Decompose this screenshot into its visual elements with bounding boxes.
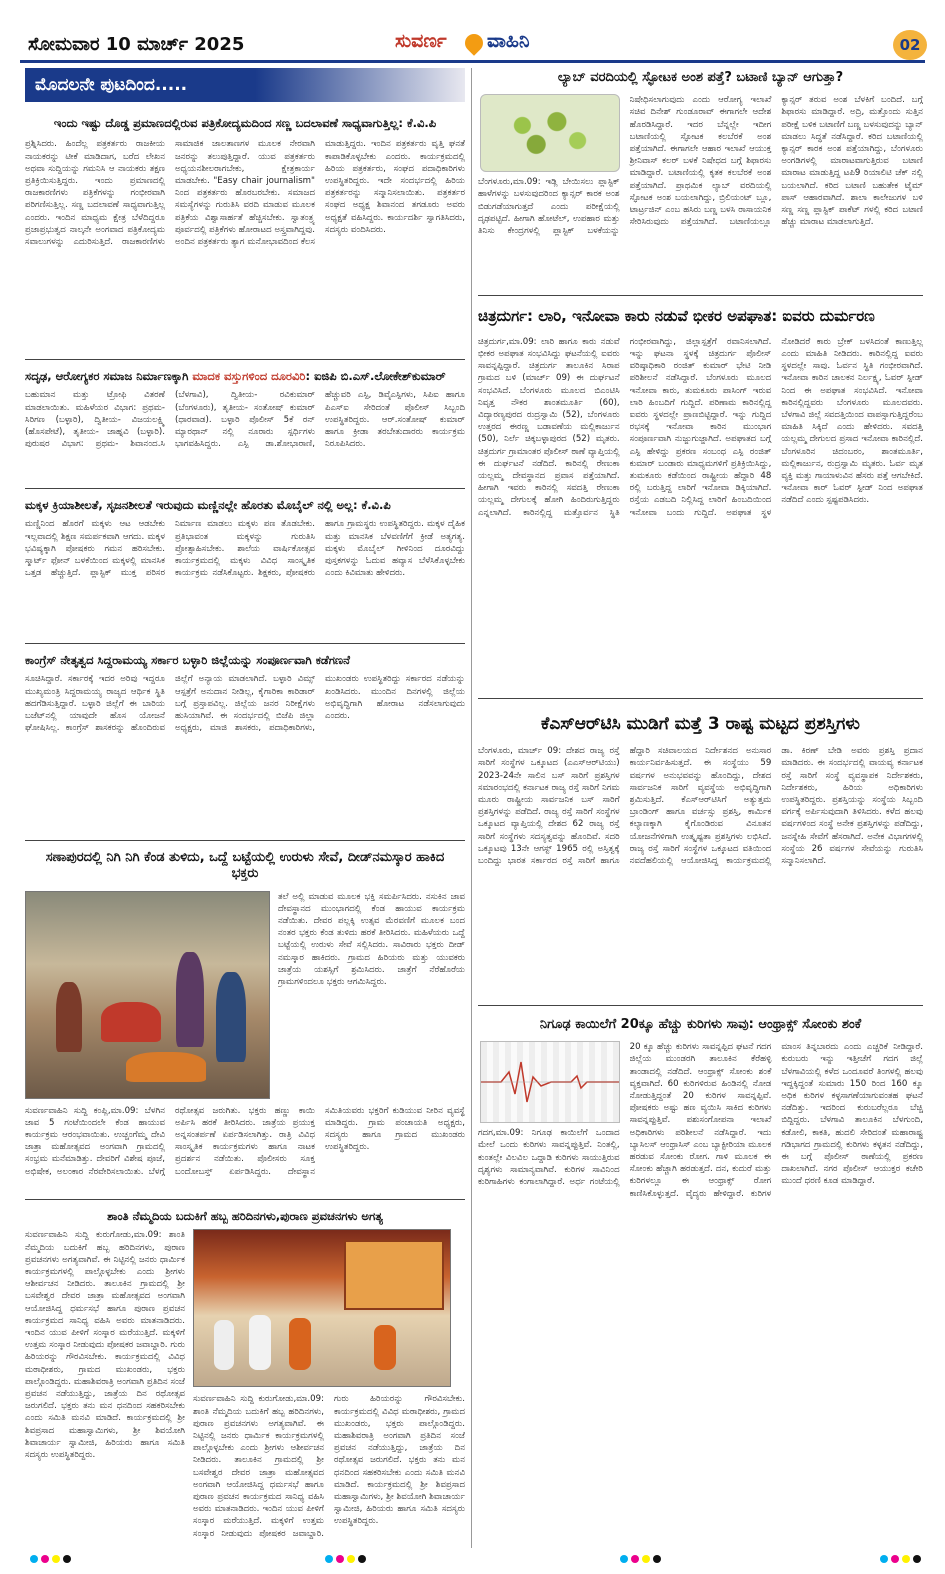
yellow-dot-icon: [902, 1555, 910, 1563]
article-body-continued: ಸುವರ್ಣವಾಹಿನಿ ಸುದ್ದಿ ಕುರುಗೋಡು,ಮಾ.09: ಶಾಂತಿ ನೆಮ್ಮದಿಯ ಬದುಕಿಗೆ ಹಬ್ಬ ಹರಿದಿನಗಳು, ಪುರಾಣ ಪ್ರವಚನಗಳು ಅಗತ್ಯವಾಗಿವೆ. ಈ ನಿಟ್ಟಿನಲ್ಲಿ ಜನರು ಧಾರ್ಮಿಕ ಕಾರ್ಯಕ್ರಮಗಳಲ್ಲಿ ಪಾಲ್ಗೊಳ್ಳಬೇಕು ಎಂದು ಶ್ರೀಗಳು ಆಶೀರ್ವಚನ ನೀಡಿದರು. ತಾಲೂಕಿನ ಗ್ರಾಮದಲ್ಲಿ ಶ್ರೀ ಬಸವೇಶ್ವರ ದೇವರ ಜಾತ್ರಾ ಮಹೋತ್ಸವದ ಅಂಗವಾಗಿ ಆಯೋಜಿಸಿದ್ದ ಧರ್ಮಸಭೆ ಹಾಗೂ ಪುರಾಣ ಪ್ರವಚನ ಕಾರ್ಯಕ್ರಮದ ಸಾನಿಧ್ಯ ವಹಿಸಿ ಅವರು ಮಾತನಾಡಿದರು. ಇಂದಿನ ಯುವ ಪೀಳಿಗೆ ಸಂಸ್ಕಾರ ಮರೆಯುತ್ತಿದೆ. ಮಕ್ಕಳಿಗೆ ಉತ್ತಮ ಸಂಸ್ಕಾರ ನೀಡುವುದು ಪೋಷಕರ ಜವಾಬ್ದಾರಿ. ಗುರು ಹಿರಿಯರನ್ನು ಗೌರವಿಸಬೇಕು. ಕಾರ್ಯಕ್ರಮದಲ್ಲಿ ವಿವಿಧ ಮಠಾಧೀಶರು, ಗ್ರಾಮದ ಮುಖಂಡರು, ಭಕ್ತರು ಪಾಲ್ಗೊಂಡಿದ್ದರು. ಮಹಾಶಿವರಾತ್ರಿ ಅಂಗವಾಗಿ ಪ್ರತಿದಿನ ಸಂಜೆ ಪ್ರವಚನ ನಡೆಯುತ್ತಿದ್ದು, ಜಾತ್ರೆಯ ದಿನ ರಥೋತ್ಸವ ಜರುಗಲಿದೆ. ಭಕ್ತರು ತನು ಮನ ಧನದಿಂದ ಸಹಕರಿಸಬೇಕು ಎಂದು ಸಮಿತಿ ಮನವಿ ಮಾಡಿದೆ. ಕಾರ್ಯಕ್ರಮದಲ್ಲಿ ಶ್ರೀ ಶಿವಪ್ರಸಾದ ಮಹಾಸ್ವಾಮಿಗಳು, ಶ್ರೀ ಶಿವಯೋಗಿ ಶಿವಾಚಾರ್ಯ ಸ್ವಾಮೀಜಿ, ಹಿರಿಯರು ಹಾಗೂ ಸಮಿತಿ ಸದಸ್ಯರು ಉಪಸ್ಥಿತರಿದ್ದರು.: [193, 1394, 465, 1539]
article-accident: [478, 301, 923, 693]
article-headline: ಶಾಂತಿ ನೆಮ್ಮದಿಯ ಬದುಕಿಗೆ ಹಬ್ಬ ಹರಿದಿನಗಳು,ಪುರಾಣ ಪ್ರವಚನಗಳು ಅಗತ್ಯ: [107, 1209, 383, 1223]
article-text: ಗದಗ,ಮಾ.09: ನಿಗೂಢ ಕಾಯಿಲೆಗೆ ಒಂದಾದ ಮೇಲೆ ಒಂದು ಕುರಿಗಳು ಸಾವನ್ನಪ್ಪುತ್ತಿವೆ. ನಿಂತಲ್ಲಿ, ಕುಂತಲ್ಲೇ ವಿಲವಿಲ ಒದ್ದಾಡಿ ಕುರಿಗಳು ಸಾಯುತ್ತಿರುವ ದೃಶ್ಯಗಳು ಸಾಮಾನ್ಯವಾಗಿವೆ. ಕುರಿಗಳ ಸಾವಿನಿಂದ ಕುರಿಗಾಹಿಗಳು ಕಂಗಾಲಾಗಿದ್ದಾರೆ. ಅರ್ಧ ಗಂಟೆಯಲ್ಲಿ 20 ಕ್ಕೂ ಹೆಚ್ಚು ಕುರಿಗಳು ಸಾವನ್ನಪ್ಪಿದ ಘಟನೆ ಗದಗ ಜಿಲ್ಲೆಯ ಮುಂಡರಗಿ ತಾಲೂಕಿನ ಕೆರೆಹಳ್ಳಿ ತಾಂಡಾದಲ್ಲಿ ನಡೆದಿದೆ. ಆಂಥ್ರಾಕ್ಸ್ ಸೋಂಕು ಶಂಕೆ ವ್ಯಕ್ತವಾಗಿದೆ. 60 ಕುರಿಗಳಿರುವ ಹಿಂಡಿನಲ್ಲಿ ನೋಡ ನೋಡುತ್ತಿದ್ದಂತೆ 20 ಕುರಿಗಳ ಸಾವನ್ನಪ್ಪಿವೆ. ಪೋಷಕರು ಅಷ್ಟು ಹಣ ವ್ಯಯಿಸಿ ಸಾಕಿದ ಕುರಿಗಳು ಸಾವನ್ನಪ್ಪುತ್ತಿವೆ. ಪಶುಸಂಗೋಪನಾ ಇಲಾಖೆ ಅಧಿಕಾರಿಗಳು ಪರಿಶೀಲನೆ ನಡೆಸಿದ್ದಾರೆ. ಇದು ಬ್ಯಾಸಿಲಸ್ ಆಂಥ್ರಾಸಿಸ್ ಎಂಬ ಬ್ಯಾಕ್ಟೀರಿಯಾ ಮೂಲಕ ಹರಡುವ ಸೋಂಕು ರೋಗ. ಗಾಳಿ ಮೂಲಕ ಈ ಸೋಂಕು ಹೆಚ್ಚಾಗಿ ಹರಡುತ್ತದೆ. ದನ, ಕುದುರೆ ಮತ್ತು ಕುರಿಗಳಲ್ಲೂ ಈ ಆಂಥ್ರಾಕ್ಸ್ ರೋಗ ಕಾಣಿಸಿಕೊಳ್ಳುತ್ತದೆ. ವೈದ್ಯರು ಹೇಳಿದ್ದಾರೆ. ಕುರಿಗಳ ಮಾಂಸ ತಿನ್ನಬಾರದು ಎಂದು ಎಚ್ಚರಿಕೆ ನೀಡಿದ್ದಾರೆ. ಕುರುಬರು ಇನ್ನು ಇತ್ತೀಚೆಗೆ ಗದಗ ಜಿಲ್ಲೆ ಬೆಳಗಾವಿಯಲ್ಲಿ ಕಳೆದ ಒಂದೂವರೆ ತಿಂಗಳಲ್ಲಿ ಹಲವು ಇದ್ದಕ್ಕಿದ್ದಂತೆ ಸುಮಾರು 150 ರಿಂದ 160 ಕ್ಕೂ ಅಧಿಕ ಕುರಿಗಳ ಕಳ್ಳಸಾಗಣೆಯಾಗುವಂತಹ ಘಟನೆ ನಡೆದಿತ್ತು. ಇದರಿಂದ ಕುರುಬರೆಲ್ಲರೂ ಬೆಚ್ಚಿ ಬಿದ್ದಿದ್ದರು. ಬೆಳಗಾವಿ ತಾಲೂಕಿನ ಬೆಳಗುಂದಿ, ಕಡೋಲಿ, ಕಾಕತಿ, ಹುದಲಿ ಸೇರಿದಂತೆ ಮಹಾರಾಷ್ಟ್ರ ಗಡಿಭಾಗದ ಗ್ರಾಮದಲ್ಲಿ ಕುರಿಗಳು ಕಳ್ಳತನ ನಡೆದಿದ್ದು, ಈ ಬಗ್ಗೆ ಪೊಲೀಸ್ ಠಾಣೆಯಲ್ಲಿ ಪ್ರಕರಣ ದಾಖಲಾಗಿದೆ. ನಗರ ಪೊಲೀಸ್ ಆಯುಕ್ತರ ಕಚೇರಿ ಮುಂದೆ ಧರಣಿ ಕೂಡ ಮಾಡಿದ್ದಾರೆ.: [478, 1042, 923, 1199]
divider: [25, 1199, 465, 1200]
divider: [25, 488, 465, 489]
article-religion: [25, 1205, 465, 1565]
article-body: ಚಿತ್ರದುರ್ಗ,ಮಾ.09: ಲಾರಿ ಹಾಗೂ ಕಾರು ನಡುವೆ ಭೀಕರ ಅಪಘಾತ ಸಂಭವಿಸಿದ್ದು ಘಟನೆಯಲ್ಲಿ ಐವರು ಸಾವನ್ನಪ್ಪಿದ್ದಾರೆ. ಚಿತ್ರದುರ್ಗ ತಾಲೂಕಿನ ಸಿರಾಪ ಗ್ರಾಮದ ಬಳಿ (ಮಾರ್ಚ್ 09) ಈ ದುರ್ಘಟನೆ ಸಂಭವಿಸಿದೆ. ಬೆಂಗಳೂರು ಮೂಲದ ಬಿಎಂಟಿಸಿ ನಿವೃತ್ತ ನೌಕರ ಶಾಂತಮೂರ್ತಿ (60), ವಿದ್ಯಾರಣ್ಯಪುರದ ರುದ್ರಸ್ವಾಮಿ (52), ಬೆಂಗಳೂರು ಉತ್ತರದ ಈರಣ್ಣ ಬಡಾವಣೆಯ ಮಲ್ಲಿಕಾರ್ಜುನ (50), ನಿರ್ಲೆ ಚಿಕ್ಕಬಳ್ಳಾಪುರದ (52) ಮೃತರು. ಚಿತ್ರದುರ್ಗ ಗ್ರಾಮಾಂತರ ಪೊಲೀಸ್ ಠಾಣೆ ವ್ಯಾಪ್ತಿಯಲ್ಲಿ ಈ ದುರ್ಘಟನೆ ನಡೆದಿದೆ. ಕಾರಿನಲ್ಲಿ ರೇಣುಕಾ ಯಲ್ಲಮ್ಮ ದೇವಸ್ಥಾನದ ಪ್ರವಾಸ ಪತ್ತೆಯಾಗಿದೆ. ಹೀಗಾಗಿ ಇವರು ಕಾರಿನಲ್ಲಿ ಸವದತ್ತಿ ರೇಣುಕಾ ಯಲ್ಲಮ್ಮ ದೇಗುಲಕ್ಕೆ ಹೋಗಿ ಹಿಂದಿರುಗುತ್ತಿದ್ದರು ಎನ್ನಲಾಗಿದೆ. ಕಾರಿನಲ್ಲಿದ್ದ ಮತ್ತೊರ್ವನ ಸ್ಥಿತಿ ಗಂಭೀರವಾಗಿದ್ದು, ಜಿಲ್ಲಾಸ್ಪತ್ರೆಗೆ ರವಾನಿಸಲಾಗಿದೆ. ಇನ್ನು ಘಟನಾ ಸ್ಥಳಕ್ಕೆ ಚಿತ್ರದುರ್ಗ ಪೊಲೀಸ್ ವರಿಷ್ಠಾಧಿಕಾರಿ ರಂಜಿತ್ ಕುಮಾರ್ ಭೇಟಿ ನೀಡಿ ಪರಿಶೀಲನೆ ನಡೆಸಿದ್ದಾರೆ. ಬೆಂಗಳೂರು ಮೂಲದ ಇನೋವಾ ಕಾರು, ತುಮಕೂರು ಪಾಸಿಂಗ್ ಇರುವ ಲಾರಿ ಹಿಂಬದಿಗೆ ಗುದ್ದಿದೆ. ಪರಿಣಾಮ ಕಾರಿನಲ್ಲಿದ್ದ ಐವರು ಸ್ಥಳದಲ್ಲೇ ಪ್ರಾಣಬಿಟ್ಟಿದ್ದಾರೆ. ಇನ್ನು ಗುದ್ದಿದ ರಭಸಕ್ಕೆ ಇನೋವಾ ಕಾರಿನ ಮುಂಭಾಗ ಸಂಪೂರ್ಣವಾಗಿ ನುಜ್ಜುಗುಜ್ಜಾಗಿದೆ. ಅಪಘಾತದ ಬಗ್ಗೆ ಎಸ್ಪಿ ಹೇಳಿದ್ದು ಪ್ರಕರಣ ಸಂಬಂಧ ಎಸ್ಪಿ ರಂಜಿತ್ ಕುಮಾರ್ ಬಂಡಾರು ಮಾಧ್ಯಮಗಳಿಗೆ ಪ್ರತಿಕ್ರಿಯಿಸಿದ್ದು, ತುಮಕೂರು ಕಡೆಯಿಂದ ರಾಷ್ಟ್ರೀಯ ಹೆದ್ದಾರಿ 48 ರಲ್ಲಿ ಬರುತ್ತಿದ್ದ ಲಾರಿಗೆ ಇನೋವಾ ಡಿಕ್ಕಿಯಾಗಿದೆ. ರಸ್ತೆಯ ಎಡಬದಿ ನಿಲ್ಲಿಸಿದ್ದ ಲಾರಿಗೆ ಹಿಂಬದಿಯಿಂದ ಇನೋವಾ ಬಂದು ಗುದ್ದಿದೆ. ಅಪಘಾತ ಸ್ಥಳ ನೋಡಿದರೆ ಕಾರು ಬ್ರೇಕ್ ಬಳಸಿದಂತೆ ಕಾಣುತ್ತಿಲ್ಲ ಎಂದು ಮಾಹಿತಿ ನೀಡಿದರು. ಕಾರಿನಲ್ಲಿದ್ದ ಐವರು ಸ್ಥಳದಲ್ಲೇ ಸಾವು. ಓರ್ವನ ಸ್ಥಿತಿ ಗಂಭೀರವಾಗಿದೆ. ಇನೋವಾ ಕಾರಿನ ಚಾಲಕನ ನಿರ್ಲಕ್ಷ್ಯ, ಓವರ್ ಸ್ಪೀಡ್ ನಿಂದ ಈ ಅಪಘಾತ ಸಂಭವಿಸಿದೆ. ಇನೋವಾ ಕಾರಿನಲ್ಲಿದ್ದವರು ಬೆಂಗಳೂರು ಮೂಲದವರು. ಬೆಳಗಾವಿ ಜಿಲ್ಲೆ ಸವದತ್ತಿಯಿಂದ ವಾಪಸ್ಸಾಗುತ್ತಿದ್ದರೆಂಬ ಮಾಹಿತಿ ಸಿಕ್ಕಿದೆ ಎಂದು ಹೇಳಿದರು. ಸವದತ್ತಿ ಯಲ್ಲಮ್ಮ ದೇಗುಲದ ಪ್ರಸಾದ ಇನೋವಾ ಕಾರಿನಲ್ಲಿದೆ. ಬೆಂಗಳೂರಿನ ಚಿದಂಬರಂ, ಶಾಂತಮೂರ್ತಿ, ಮಲ್ಲಿಕಾರ್ಜುನ, ರುದ್ರಸ್ವಾಮಿ ಮೃತರು. ಓರ್ವ ಮೃತ ವ್ಯಕ್ತಿ ಮತ್ತು ಗಾಯಾಳುವಿನ ಹೆಸರು ಪತ್ತೆ ಆಗಬೇಕಿದೆ. ಇನೋವಾ ಕಾರ್ ಓವರ್ ಸ್ಪೀಡ್ ನಿಂದ ಅಪಘಾತ ನಡೆದಿದೆ ಎಂದು ಸ್ಪಷ್ಟಪಡಿಸಿದರು.: [478, 336, 923, 518]
yellow-dot-icon: [347, 1555, 355, 1563]
religious-event-photo: [193, 1229, 451, 1387]
logo-flame-icon: [461, 30, 486, 55]
article-body: ಸೂಚಿಸಿದ್ದಾರೆ. ಸರ್ಕಾರಕ್ಕೆ ಇದರ ಅರಿವು ಇದ್ದರೂ ಮುಖ್ಯಮಂತ್ರಿ ಸಿದ್ದರಾಮಯ್ಯ ರಾಜ್ಯದ ಆರ್ಥಿಕ ಸ್ಥಿತಿ ಹದಗೆಡಿಸುತ್ತಿದ್ದಾರೆ. ಬಳ್ಳಾರಿ ಜಿಲ್ಲೆಗೆ ಈ ಬಾರಿಯ ಬಜೆಟ್‌ನಲ್ಲಿ ಯಾವುದೇ ಹೊಸ ಯೋಜನೆ ಘೋಷಿಸಿಲ್ಲ. ಕಾಂಗ್ರೆಸ್ ಶಾಸಕರನ್ನು ಹೊಂದಿರುವ ಜಿಲ್ಲೆಗೆ ಅನ್ಯಾಯ ಮಾಡಲಾಗಿದೆ. ಬಳ್ಳಾರಿ ವಿಮ್ಸ್ ಆಸ್ಪತ್ರೆಗೆ ಅನುದಾನ ನೀಡಿಲ್ಲ, ಕೈಗಾರಿಕಾ ಕಾರಿಡಾರ್ ಬಗ್ಗೆ ಪ್ರಸ್ತಾಪವಿಲ್ಲ. ಜಿಲ್ಲೆಯ ಜನರ ನಿರೀಕ್ಷೆಗಳು ಹುಸಿಯಾಗಿವೆ. ಈ ಸಂದರ್ಭದಲ್ಲಿ ಬಿಜೆಪಿ ಜಿಲ್ಲಾ ಅಧ್ಯಕ್ಷರು, ಮಾಜಿ ಶಾಸಕರು, ಪದಾಧಿಕಾರಿಗಳು, ಮುಖಂಡರು ಉಪಸ್ಥಿತರಿದ್ದು ಸರ್ಕಾರದ ನಡೆಯನ್ನು ಖಂಡಿಸಿದರು. ಮುಂದಿನ ದಿನಗಳಲ್ಲಿ ಜಿಲ್ಲೆಯ ಅಭಿವೃದ್ಧಿಗಾಗಿ ಹೋರಾಟ ನಡೆಸಲಾಗುವುದು ಎಂದರು.: [25, 674, 465, 734]
article-headline: ಇಂದು ಇಷ್ಟು ದೊಡ್ಡ ಪ್ರಮಾಣದಲ್ಲಿರುವ ಪತ್ರಿಕೋದ್ಯಮದಿಂದ ಸಣ್ಣ ಬದಲಾವಣೆ ಸಾಧ್ಯವಾಗುತ್ತಿಲ್ಲ: ಕೆ.ವಿ.ಪಿ: [53, 116, 437, 130]
section-banner: [25, 68, 465, 102]
divider: [478, 295, 923, 296]
divider: [478, 698, 923, 699]
newspaper-logo: [395, 30, 555, 56]
left-column: [25, 68, 465, 1565]
article-journalism: [25, 116, 465, 354]
article-sheep-deaths: [478, 1011, 923, 1481]
logo-text-part1: ಸುವರ್ಣ: [395, 30, 447, 52]
cyan-dot-icon: [620, 1555, 628, 1563]
article-headline: ಸಣಾಪುರದಲ್ಲಿ ನಿಗಿ ನಿಗಿ ಕೆಂಡ ತುಳಿದು, ಒದ್ದೆ ಬಟ್ಟೆಯಲ್ಲಿ ಉರುಳು ಸೇವೆ, ದೀಡ್‌ನಮಸ್ಕಾರ ಹಾಕಿದ ಭಕ್ತರು: [45, 850, 445, 882]
logo-text-part2: ವಾಹಿನಿ: [487, 30, 530, 52]
article-body: [478, 1041, 923, 1471]
yellow-dot-icon: [52, 1555, 60, 1563]
divider: [478, 1005, 923, 1006]
headline-part: ಸದೃಢ, ಆರೋಗ್ಯಕರ ಸಮಾಜ ನಿರ್ಮಾಣಕ್ಕಾಗಿ: [25, 369, 189, 383]
section-title: ಮೊದಲನೇ ಪುಟದಿಂದ.....: [35, 75, 188, 95]
article-drugs: [25, 365, 465, 483]
graph-line-icon: [481, 1042, 619, 1122]
article-body: ಸುವರ್ಣವಾಹಿನಿ ಸುದ್ದಿ ಕುರುಗೋಡು,ಮಾ.09: ಶಾಂತಿ ನೆಮ್ಮದಿಯ ಬದುಕಿಗೆ ಹಬ್ಬ ಹರಿದಿನಗಳು, ಪುರಾಣ ಪ್ರವಚನಗಳು ಅಗತ್ಯವಾಗಿವೆ. ಈ ನಿಟ್ಟಿನಲ್ಲಿ ಜನರು ಧಾರ್ಮಿಕ ಕಾರ್ಯಕ್ರಮಗಳಲ್ಲಿ ಪಾಲ್ಗೊಳ್ಳಬೇಕು ಎಂದು ಶ್ರೀಗಳು ಆಶೀರ್ವಚನ ನೀಡಿದರು. ತಾಲೂಕಿನ ಗ್ರಾಮದಲ್ಲಿ ಶ್ರೀ ಬಸವೇಶ್ವರ ದೇವರ ಜಾತ್ರಾ ಮಹೋತ್ಸವದ ಅಂಗವಾಗಿ ಆಯೋಜಿಸಿದ್ದ ಧರ್ಮಸಭೆ ಹಾಗೂ ಪುರಾಣ ಪ್ರವಚನ ಕಾರ್ಯಕ್ರಮದ ಸಾನಿಧ್ಯ ವಹಿಸಿ ಅವರು ಮಾತನಾಡಿದರು. ಇಂದಿನ ಯುವ ಪೀಳಿಗೆ ಸಂಸ್ಕಾರ ಮರೆಯುತ್ತಿದೆ. ಮಕ್ಕಳಿಗೆ ಉತ್ತಮ ಸಂಸ್ಕಾರ ನೀಡುವುದು ಪೋಷಕರ ಜವಾಬ್ದಾರಿ. ಗುರು ಹಿರಿಯರನ್ನು ಗೌರವಿಸಬೇಕು. ಕಾರ್ಯಕ್ರಮದಲ್ಲಿ ವಿವಿಧ ಮಠಾಧೀಶರು, ಗ್ರಾಮದ ಮುಖಂಡರು, ಭಕ್ತರು ಪಾಲ್ಗೊಂಡಿದ್ದರು. ಮಹಾಶಿವರಾತ್ರಿ ಅಂಗವಾಗಿ ಪ್ರತಿದಿನ ಸಂಜೆ ಪ್ರವಚನ ನಡೆಯುತ್ತಿದ್ದು, ಜಾತ್ರೆಯ ದಿನ ರಥೋತ್ಸವ ಜರುಗಲಿದೆ. ಭಕ್ತರು ತನು ಮನ ಧನದಿಂದ ಸಹಕರಿಸಬೇಕು ಎಂದು ಸಮಿತಿ ಮನವಿ ಮಾಡಿದೆ. ಕಾರ್ಯಕ್ರಮದಲ್ಲಿ ಶ್ರೀ ಶಿವಪ್ರಸಾದ ಮಹಾಸ್ವಾಮಿಗಳು, ಶ್ರೀ ಶಿವಯೋಗಿ ಶಿವಾಚಾರ್ಯ ಸ್ವಾಮೀಜಿ, ಹಿರಿಯರು ಹಾಗೂ ಸಮಿತಿ ಸದಸ್ಯರು ಉಪಸ್ಥಿತರಿದ್ದರು.: [25, 1230, 185, 1461]
article-headline: ಕೆಎಸ್‌ಆರ್‌ಟಿಸಿ ಮುಡಿಗೆ ಮತ್ತೆ 3 ರಾಷ್ಟ ಮಟ್ಟದ ಪ್ರಶಸ್ತಿಗಳು: [541, 714, 860, 734]
headline-part: : ಐಜಿಪಿ ಬಿ.ಎಸ್.ಲೋಕೇಶ್‌ಕುಮಾರ್: [305, 369, 446, 383]
magenta-dot-icon: [336, 1555, 344, 1563]
article-body: ಮಣ್ಣಿನಿಂದ ಹೊರಗೆ ಮಕ್ಕಳು ಆಟ ಆಡಬೇಕು ಇಲ್ಲವಾದಲ್ಲಿ ಶಿಕ್ಷಣ ಸಮರ್ಪಕವಾಗಿ ಆಗದು. ಮಕ್ಕಳ ಭವಿಷ್ಯಕ್ಕಾಗಿ ಪೋಷಕರು ಗಮನ ಹರಿಸಬೇಕು. ಸ್ಮಾರ್ಟ್ ಫೋನ್ ಬಳಕೆಯಿಂದ ಮಕ್ಕಳಲ್ಲಿ ಮಾನಸಿಕ ಒತ್ತಡ ಹೆಚ್ಚುತ್ತಿದೆ. ಪ್ಲಾಸ್ಟಿಕ್ ಮುಕ್ತ ಪರಿಸರ ನಿರ್ಮಾಣ ಮಾಡಲು ಮಕ್ಕಳು ಪಣ ತೊಡಬೇಕು. ಪ್ರತಿಭಾವಂತ ಮಕ್ಕಳನ್ನು ಗುರುತಿಸಿ ಪ್ರೋತ್ಸಾಹಿಸಬೇಕು. ಶಾಲೆಯ ವಾರ್ಷಿಕೋತ್ಸವ ಕಾರ್ಯಕ್ರಮದಲ್ಲಿ ಮಕ್ಕಳು ವಿವಿಧ ಸಾಂಸ್ಕೃತಿಕ ಕಾರ್ಯಕ್ರಮ ನಡೆಸಿಕೊಟ್ಟರು. ಶಿಕ್ಷಕರು, ಪೋಷಕರು ಹಾಗೂ ಗ್ರಾಮಸ್ಥರು ಉಪಸ್ಥಿತರಿದ್ದರು. ಮಕ್ಕಳ ದೈಹಿಕ ಮತ್ತು ಮಾನಸಿಕ ಬೆಳವಣಿಗೆಗೆ ಕ್ರೀಡೆ ಅತ್ಯಗತ್ಯ. ಮಕ್ಕಳು ಮೊಬೈಲ್ ಗೀಳಿನಿಂದ ದೂರವಿದ್ದು ಪುಸ್ತಕಗಳನ್ನು ಓದುವ ಹವ್ಯಾಸ ಬೆಳೆಸಿಕೊಳ್ಳಬೇಕು ಎಂದು ಕಿವಿಮಾತು ಹೇಳಿದರು.: [25, 519, 465, 579]
black-dot-icon: [63, 1555, 71, 1563]
article-headline: ನಿಗೂಢ ಕಾಯಿಲೆಗೆ 20ಕ್ಕೂ ಹೆಚ್ಚು ಕುರಿಗಳು ಸಾವು: ಆಂಥ್ರಾಕ್ಸ್ ಸೋಂಕು ಶಂಕೆ: [539, 1017, 862, 1032]
magenta-dot-icon: [631, 1555, 639, 1563]
green-peas-photo: [480, 94, 620, 172]
article-body: ಬೆಂಗಳೂರು, ಮಾರ್ಚ್ 09: ದೇಶದ ರಾಜ್ಯ ರಸ್ತೆ ಸಾರಿಗೆ ಸಂಸ್ಥೆಗಳ ಒಕ್ಕೂಟದ (ಎಎಸ್ಆರ್‌ಟಿಯು) 2023-24ನೇ ಸಾಲಿನ ಬಸ್ ಸಾರಿಗೆ ಪ್ರಶಸ್ತಿಗಳ ಸಮಾರಂಭದಲ್ಲಿ ಕರ್ನಾಟಕ ರಾಜ್ಯ ರಸ್ತೆ ಸಾರಿಗೆ ನಿಗಮ ಮೂರು ರಾಷ್ಟ್ರೀಯ ಸಾರ್ವಜನಿಕ ಬಸ್ ಸಾರಿಗೆ ಪ್ರಶಸ್ತಿಗಳನ್ನು ಪಡೆದಿದೆ. ರಾಜ್ಯ ರಸ್ತೆ ಸಾರಿಗೆ ಸಂಸ್ಥೆಗಳ ಒಕ್ಕೂಟದ ವ್ಯಾಪ್ತಿಯಲ್ಲಿ ದೇಶದ 62 ರಾಜ್ಯ ರಸ್ತೆ ಸಾರಿಗೆ ಸಂಸ್ಥೆಗಳು ಸದಸ್ಯತ್ವವನ್ನು ಹೊಂದಿವೆ. ಸದರಿ ಒಕ್ಕೂಟವು 13ನೇ ಆಗಸ್ಟ್ 1965 ರಲ್ಲಿ ಅಸ್ತಿತ್ವಕ್ಕೆ ಬಂದಿದ್ದು ಭಾರತ ಸರ್ಕಾರದ ರಸ್ತೆ ಸಾರಿಗೆ ಹಾಗೂ ಹೆದ್ದಾರಿ ಸಚಿವಾಲಯದ ನಿರ್ದೇಶನದ ಅನುಸಾರ ಕಾರ್ಯನಿರ್ವಹಿಸುತ್ತದೆ. ಈ ಸಂಸ್ಥೆಯು 59 ವರ್ಷಗಳ ಅನುಭವವನ್ನು ಹೊಂದಿದ್ದು, ದೇಶದ ಸಾರ್ವಜನಿಕ ಸಾರಿಗೆ ವ್ಯವಸ್ಥೆಯ ಅಭಿವೃದ್ಧಿಗಾಗಿ ಶ್ರಮಿಸುತ್ತಿದೆ. ಕೆಎಸ್‌ಆರ್‌ಟಿಸಿಗೆ ಅತ್ಯುತ್ತಮ ಬ್ರಾಂಡಿಂಗ್ ಹಾಗೂ ವರ್ಚಸ್ಸು ಪ್ರಶಸ್ತಿ, ಕಾರ್ಮಿಕ ಕಲ್ಯಾಣಕ್ಕಾಗಿ ಕೈಗೊಂಡಿರುವ ವಿನೂತನ ಯೋಜನೆಗಳಿಗಾಗಿ ಉತ್ಕೃಷ್ಟತಾ ಪ್ರಶಸ್ತಿಗಳು ಲಭಿಸಿದೆ. ರಾಜ್ಯ ರಸ್ತೆ ಸಾರಿಗೆ ಸಂಸ್ಥೆಗಳ ಒಕ್ಕೂಟದ ವತಿಯಿಂದ ನವದೆಹಲಿಯಲ್ಲಿ ಆಯೋಜಿಸಿದ್ದ ಕಾರ್ಯಕ್ರಮದಲ್ಲಿ ಡಾ. ಕಿರಣ್ ಬೇಡಿ ಅವರು ಪ್ರಶಸ್ತಿ ಪ್ರದಾನ ಮಾಡಿದರು. ಈ ಸಂದರ್ಭದಲ್ಲಿ ವಾಯವ್ಯ ಕರ್ನಾಟಕ ರಸ್ತೆ ಸಾರಿಗೆ ಸಂಸ್ಥೆ ವ್ಯವಸ್ಥಾಪಕ ನಿರ್ದೇಶಕರು, ನಿರ್ದೇಶಕರು, ಹಿರಿಯ ಅಧಿಕಾರಿಗಳು ಉಪಸ್ಥಿತರಿದ್ದರು. ಪ್ರಶಸ್ತಿಯನ್ನು ಸಂಸ್ಥೆಯ ಸಿಬ್ಬಂದಿ ವರ್ಗಕ್ಕೆ ಅರ್ಪಿಸುವುದಾಗಿ ತಿಳಿಸಿದರು. ಕಳೆದ ಹಲವು ವರ್ಷಗಳಿಂದ ಸಂಸ್ಥೆ ಅನೇಕ ಪ್ರಶಸ್ತಿಗಳನ್ನು ಪಡೆದಿದ್ದು, ಜನಸ್ನೇಹಿ ಸೇವೆಗೆ ಹೆಸರಾಗಿದೆ. ಅನೇಕ ವಿಭಾಗಗಳಲ್ಲಿ ಸಂಸ್ಥೆಯ 26 ವರ್ಷಗಳ ಸೇವೆಯನ್ನು ಗುರುತಿಸಿ ಸನ್ಮಾನಿಸಲಾಗಿದೆ.: [478, 746, 923, 867]
article-text: ಬೆಂಗಳೂರು,ಮಾ.09: ಇಡ್ಲಿ ಬೇಯಿಸಲು ಪ್ಲಾಸ್ಟಿಕ್ ಹಾಳೆಗಳನ್ನು ಬಳಸುವುದರಿಂದ ಕ್ಯಾನ್ಸರ್ ಕಾರಕ ಅಂಶ ಬಿಡುಗಡೆಯಾಗುತ್ತದೆ ಎಂದು ಪರೀಕ್ಷೆಯಲ್ಲಿ ದೃಢಪಟ್ಟಿದೆ. ಹೀಗಾಗಿ ಹೋಟೆಲ್, ಉಪಹಾರ ಮತ್ತು ತಿನಿಸು ಕೇಂದ್ರಗಳಲ್ಲಿ ಪ್ಲಾಸ್ಟಿಕ್ ಬಳಕೆಯನ್ನು ನಿಷೇಧಿಸಲಾಗುವುದು ಎಂದು ಆರೋಗ್ಯ ಇಲಾಖೆ ಸಚಿವ ದಿನೇಶ್ ಗುಂಡೂರಾವ್ ಈಗಾಗಲೇ ಆದೇಶ ಹೊರಡಿಸಿದ್ದಾರೆ. ಇದರ ಬೆನ್ನಲ್ಲೇ ಇದೀಗ ಬಟಾಣಿಯಲ್ಲಿ ಸ್ಫೋಟಕ ಕಲಬೆರಕೆ ಅಂಶ ಪತ್ತೆಯಾಗಿದೆ. ಈಗಾಗಲೇ ಆಹಾರ ಇಲಾಖೆ ಆಯುಕ್ತ ಶ್ರೀನಿವಾಸ್ ಕಲರ್ ಬಳಕೆ ನಿಷೇಧದ ಬಗ್ಗೆ ಶಿಫಾರಸು ಮಾಡಿದ್ದಾರೆ. ಬಟಾಣಿಯಲ್ಲಿ ಕೃತಕ ಕಲಬೆರಕೆ ಅಂಶ ಪತ್ತೆಯಾಗಿದೆ. ಪ್ರಾಥಮಿಕ ಲ್ಯಾಬ್ ವರದಿಯಲ್ಲಿ ಸ್ಫೋಟಕ ಅಂಶ ಬಯಲಾಗಿದ್ದು, ಬ್ರಿಲಿಯಂಟ್ ಬ್ಲೂ, ಟಾರ್ಟ್ರಜಿನ್ ಎಂಬ ಹಸಿರು ಬಣ್ಣ ಬಳಸಿ ರಾಸಾಯನಿಕ ಸೇರಿಸಿರುವುದು ಪತ್ತೆಯಾಗಿದೆ. ಬಟಾಣಿಯಲ್ಲೂ ಕ್ಯಾನ್ಸರ್ ತರುವ ಅಂಶ ಬೆಳಕಿಗೆ ಬಂದಿದೆ. ಬಗ್ಗೆ ಶಿಫಾರಸು ಮಾಡಿದ್ದಾರೆ. ಅದ್ರಿ, ಮತ್ತೊಂದು ಸುತ್ತಿನ ಪರೀಕ್ಷೆ ಬಳಿಕ ಬಟಾಣಿಗೆ ಬಣ್ಣ ಬಳಸುವುದನ್ನು ಬ್ಯಾನ್ ಮಾಡಲು ಸಿದ್ಧತೆ ನಡೆಸಿದ್ದಾರೆ. ಕರಿದ ಬಟಾಣಿಯಲ್ಲಿ ಕ್ಯಾನ್ಸರ್ ಕಾರಕ ಅಂಶ ಪತ್ತೆಯಾಗಿದ್ದು, ಬೆಂಗಳೂರು ಅಂಗಡಿಗಳಲ್ಲಿ ಮಾರಾಟವಾಗುತ್ತಿರುವ ಬಟಾಣಿ ಮಾರಾಟ ಮಾಡುತ್ತಿದ್ದ ಟಪಿ9 ರಿಯಾಲಿಟಿ ಚೆಕ್ ನಲ್ಲಿ ಬಯಲಾಗಿದೆ. ಕರಿದ ಬಟಾಣಿ ಬಹುತೇಕ ಟೈಮ್ ಪಾಸ್ ಆಹಾರವಾಗಿದೆ. ಶಾಲಾ ಕಾಲೇಜುಗಳ ಬಳಿ ಸಣ್ಣ ಸಣ್ಣ ಪ್ಲಾಸ್ಟಿಕ್ ಪಾಕೆಟ್ ಗಳಲ್ಲಿ ಕರಿದ ಬಟಾಣಿ ಹೆಚ್ಚು ಮಾರಾಟ ಮಾಡಲಾಗುತ್ತಿದೆ.: [478, 95, 923, 237]
issue-date: ಸೋಮವಾರ 10 ಮಾರ್ಚ್ 2025: [28, 34, 245, 55]
article-congress: [25, 649, 465, 835]
article-headline: [25, 369, 465, 383]
test-graph-photo: [480, 1041, 620, 1123]
magenta-dot-icon: [41, 1555, 49, 1563]
article-peas-ban: [478, 68, 923, 290]
article-children: [25, 494, 465, 638]
cyan-dot-icon: [325, 1555, 333, 1563]
article-festival: [25, 846, 465, 1194]
black-dot-icon: [653, 1555, 661, 1563]
divider: [25, 643, 465, 644]
masthead-divider: [20, 60, 925, 63]
article-headline: ಲ್ಯಾಬ್ ವರದಿಯಲ್ಲಿ ಸ್ಫೋಟಕ ಅಂಶ ಪತ್ತೆ? ಬಟಾಣಿ ಬ್ಯಾನ್ ಆಗುತ್ತಾ?: [557, 70, 844, 85]
headline-highlight: ಮಾದಕ ವಸ್ತುಗಳಿಂದ ದೂರವಿರಿ: [192, 369, 306, 383]
black-dot-icon: [913, 1555, 921, 1563]
cyan-dot-icon: [880, 1555, 888, 1563]
article-body: [478, 94, 923, 282]
magenta-dot-icon: [891, 1555, 899, 1563]
article-body: ಪ್ರಶ್ನಿಸಿದರು. ಹಿಂದೆಲ್ಲ ಪತ್ರಕರ್ತರು ರಾಜಕೀಯ ನಾಯಕರನ್ನು ಟೀಕೆ ಮಾಡಿದಾಗ, ಬರೆದ ಲೇಖನ ಅಥವಾ ಸುದ್ದಿಯನ್ನು ಗಮನಿಸಿ ಆ ನಾಯಕರು ತಕ್ಷಣ ಪ್ರತಿಕ್ರಿಯಿಸುತ್ತಿದ್ದರು. ಇಂದು ಪ್ರಮಾಣದಲ್ಲಿ ರಾಜಕಾರಣಿಗಳು ಪತ್ರಿಕೆಗಳನ್ನು ಗಂಭೀರವಾಗಿ ಪರಿಗಣಿಸುತ್ತಿಲ್ಲ. ಸಣ್ಣ ಬದಲಾವಣೆ ಸಾಧ್ಯವಾಗುತ್ತಿಲ್ಲ ಎಂದರು. ಇಂದಿನ ಮಾಧ್ಯಮ ಕ್ಷೇತ್ರ ಬೆಳೆದಿದ್ದರೂ ಪ್ರಜಾಪ್ರಭುತ್ವದ ನಾಲ್ಕನೇ ಅಂಗವಾದ ಪತ್ರಿಕೋದ್ಯಮ ಸವಾಲುಗಳನ್ನು ಎದುರಿಸುತ್ತಿದೆ. ರಾಜಕಾರಣಿಗಳು ಸಾಮಾಜಿಕ ಜಾಲತಾಣಗಳ ಮೂಲಕ ನೇರವಾಗಿ ಜನರನ್ನು ತಲುಪುತ್ತಿದ್ದಾರೆ. ಯುವ ಪತ್ರಕರ್ತರು ಅಧ್ಯಯನಶೀಲರಾಗಬೇಕು, ಕ್ಷೇತ್ರಕಾರ್ಯ ಮಾಡಬೇಕು. "Easy chair journalism" ನಿಂದ ಪತ್ರಕರ್ತರು ಹೊರಬರಬೇಕು. ಸಮಾಜದ ಸಮಸ್ಯೆಗಳನ್ನು ಗುರುತಿಸಿ ವರದಿ ಮಾಡುವ ಮೂಲಕ ಪತ್ರಿಕೆಯ ವಿಶ್ವಾಸಾರ್ಹತೆ ಹೆಚ್ಚಿಸಬೇಕು. ಸ್ವಾತಂತ್ರ್ಯ ಪೂರ್ವದಲ್ಲಿ ಪತ್ರಿಕೆಗಳು ಹೋರಾಟದ ಅಸ್ತ್ರವಾಗಿದ್ದವು. ಅಂದಿನ ಪತ್ರಕರ್ತರು ತ್ಯಾಗ ಮನೋಭಾವದಿಂದ ಕೆಲಸ ಮಾಡುತ್ತಿದ್ದರು. ಇಂದಿನ ಪತ್ರಕರ್ತರು ವೃತ್ತಿ ಘನತೆ ಕಾಪಾಡಿಕೊಳ್ಳಬೇಕು ಎಂದರು. ಕಾರ್ಯಕ್ರಮದಲ್ಲಿ ಹಿರಿಯ ಪತ್ರಕರ್ತರು, ಸಂಘದ ಪದಾಧಿಕಾರಿಗಳು ಉಪಸ್ಥಿತರಿದ್ದರು. ಇದೇ ಸಂದರ್ಭದಲ್ಲಿ ಹಿರಿಯ ಪತ್ರಕರ್ತರನ್ನು ಸನ್ಮಾನಿಸಲಾಯಿತು. ಪತ್ರಕರ್ತರ ಸಂಘದ ಅಧ್ಯಕ್ಷ ಶಿವಾನಂದ ತಗಡೂರು ಅವರು ಅಧ್ಯಕ್ಷತೆ ವಹಿಸಿದ್ದರು. ಕಾರ್ಯದರ್ಶಿ ಸ್ವಾಗತಿಸಿದರು, ಸದಸ್ಯರು ವಂದಿಸಿದರು.: [25, 139, 465, 247]
festival-photo: [25, 891, 270, 1099]
print-registration-marks: [20, 1550, 925, 1568]
article-side-text: ತಲೆ ಅಲ್ಲಿ ಮಾಡುವ ಮೂಲಕ ಭಕ್ತಿ ಸಮರ್ಪಿಸಿದರು. ನಸುಕಿನ ಜಾವ ದೇವಸ್ಥಾನದ ಮುಂಭಾಗದಲ್ಲಿ ಕೆಂಡ ಹಾಯುವ ಕಾರ್ಯಕ್ರಮ ನಡೆಯಿತು. ದೇವರ ಪಲ್ಲಕ್ಕಿ ಉತ್ಸವ ಮೆರವಣಿಗೆ ಮೂಲಕ ಬಂದ ನಂತರ ಭಕ್ತರು ಕೆಂಡ ತುಳಿದು ಹರಕೆ ತೀರಿಸಿದರು. ಮಹಿಳೆಯರು ಒದ್ದೆ ಬಟ್ಟೆಯಲ್ಲಿ ಉರುಳು ಸೇವೆ ಸಲ್ಲಿಸಿದರು. ಸಾವಿರಾರು ಭಕ್ತರು ದೀಡ್ ನಮಸ್ಕಾರ ಹಾಕಿದರು. ಗ್ರಾಮದ ಹಿರಿಯರು ಮತ್ತು ಯುವಕರು ಜಾತ್ರೆಯ ಯಶಸ್ಸಿಗೆ ಶ್ರಮಿಸಿದರು. ಜಾತ್ರೆಗೆ ನೆರೆಹೊರೆಯ ಗ್ರಾಮಗಳಿಂದಲೂ ಭಕ್ತರು ಆಗಮಿಸಿದ್ದರು.: [278, 891, 465, 987]
right-column: [478, 68, 923, 1481]
black-dot-icon: [358, 1555, 366, 1563]
article-headline: ಕಾಂಗ್ರೆಸ್ ನೇತೃತ್ವದ ಸಿದ್ದರಾಮಯ್ಯ ಸರ್ಕಾರ ಬಳ್ಳಾರಿ ಜಿಲ್ಲೆಯನ್ನು ಸಂಪೂರ್ಣವಾಗಿ ಕಡೆಗಣನೆ: [25, 653, 350, 667]
article-body: ಸುವರ್ಣವಾಹಿನಿ ಸುದ್ದಿ ಕಂಪ್ಲಿ,ಮಾ.09: ಬೆಳಗಿನ ಜಾವ 5 ಗಂಟೆಯಿಂದಲೇ ಕೆಂಡ ಹಾಯುವ ಕಾರ್ಯಕ್ರಮ ಆರಂಭವಾಯಿತು. ಉಚ್ಚಂಗೆಮ್ಮ ದೇವಿ ಜಾತ್ರಾ ಮಹೋತ್ಸವದ ಅಂಗವಾಗಿ ಗ್ರಾಮದಲ್ಲಿ ಸಂಭ್ರಮ ಮನೆಮಾಡಿತ್ತು. ದೇವರಿಗೆ ವಿಶೇಷ ಪೂಜೆ, ಅಭಿಷೇಕ, ಅಲಂಕಾರ ನೆರವೇರಿಸಲಾಯಿತು. ಬೆಳಗ್ಗೆ ರಥೋತ್ಸವ ಜರುಗಿತು. ಭಕ್ತರು ಹಣ್ಣು ಕಾಯಿ ಅರ್ಪಿಸಿ ಹರಕೆ ತೀರಿಸಿದರು. ಜಾತ್ರೆಯ ಪ್ರಯುಕ್ತ ಅನ್ನಸಂತರ್ಪಣೆ ಏರ್ಪಡಿಸಲಾಗಿತ್ತು. ರಾತ್ರಿ ವಿವಿಧ ಸಾಂಸ್ಕೃತಿಕ ಕಾರ್ಯಕ್ರಮಗಳು ಹಾಗೂ ನಾಟಕ ಪ್ರದರ್ಶನ ನಡೆಯಿತು. ಪೊಲೀಸರು ಸೂಕ್ತ ಬಂದೋಬಸ್ತ್ ಏರ್ಪಡಿಸಿದ್ದರು. ದೇವಸ್ಥಾನ ಸಮಿತಿಯವರು ಭಕ್ತರಿಗೆ ಕುಡಿಯುವ ನೀರಿನ ವ್ಯವಸ್ಥೆ ಮಾಡಿದ್ದರು. ಗ್ರಾಮ ಪಂಚಾಯತಿ ಅಧ್ಯಕ್ಷರು, ಸದಸ್ಯರು ಹಾಗೂ ಗ್ರಾಮದ ಮುಖಂಡರು ಉಪಸ್ಥಿತರಿದ್ದರು.: [25, 1105, 465, 1177]
column-divider: [471, 68, 472, 1548]
page-number: 02: [893, 30, 927, 60]
article-ksrtc-awards: [478, 704, 923, 1000]
article-headline: ಮಕ್ಕಳ ಕ್ರಿಯಾಶೀಲತೆ, ಸೃಜನಶೀಲತೆ ಇರುವುದು ಮಣ್ಣಿನಲ್ಲೇ ಹೊರತು ಮೊಬೈಲ್ ನಲ್ಲಿ ಅಲ್ಲ: ಕೆ.ವಿ.ಪಿ: [25, 498, 391, 512]
article-headline: ಚಿತ್ರದುರ್ಗ: ಲಾರಿ, ಇನೋವಾ ಕಾರು ನಡುವೆ ಭೀಕರ ಅಪಘಾತ: ಐವರು ದುರ್ಮರಣ: [478, 307, 875, 325]
yellow-dot-icon: [642, 1555, 650, 1563]
divider: [25, 840, 465, 841]
cyan-dot-icon: [30, 1555, 38, 1563]
divider: [25, 359, 465, 360]
article-body: ಬಹುಮಾನ ಮತ್ತು ಟ್ರೋಫಿ ವಿತರಣೆ ಮಾಡಲಾಯಿತು. ಮಹಿಳೆಯರ ವಿಭಾಗ: ಪ್ರಥಮ- ಸಿರಿಗಣ (ಬಳ್ಳಾರಿ), ದ್ವಿತೀಯ- ವಿಜಯಲಕ್ಷ್ಮಿ (ಹೊಸಪೇಟೆ), ತೃತೀಯ- ಜಾಹ್ನವಿ (ಬಳ್ಳಾರಿ). ಪುರುಷರ ವಿಭಾಗ: ಪ್ರಥಮ- ಶಿವಾನಂದ.ಸಿ (ಬೆಳಗಾವಿ), ದ್ವಿತೀಯ- ರವಿಕುಮಾರ್ (ಬೆಂಗಳೂರು), ತೃತೀಯ- ಸಂತೋಷ್ ಕುಮಾರ್ (ಧಾರವಾಡ). ಬಳ್ಳಾರಿ ಪೊಲೀಸ್ 5ಕೆ ರನ್ ಮ್ಯಾರಥಾನ್ ನಲ್ಲಿ ನೂರಾರು ಸ್ಪರ್ಧಿಗಳು ಭಾಗವಹಿಸಿದ್ದರು. ಎಸ್ಪಿ ಡಾ.ಶೋಭಾರಾಣಿ, ಹೆಚ್ಚುವರಿ ಎಸ್ಪಿ, ಡಿವೈಎಸ್ಪಿಗಳು, ಸಿಪಿಐ ಹಾಗೂ ಪಿಎಸ್ಐ ಸೇರಿದಂತೆ ಪೊಲೀಸ್ ಸಿಬ್ಬಂದಿ ಉಪಸ್ಥಿತರಿದ್ದರು. ಆರ್.ಸಂತೋಷ್ ಕುಮಾರ್ ಹಾಗೂ ಕ್ರೀಡಾ ತರಬೇತುದಾರರು ಕಾರ್ಯಕ್ರಮ ನಿರೂಪಿಸಿದರು.: [25, 390, 465, 450]
masthead: [0, 0, 945, 60]
